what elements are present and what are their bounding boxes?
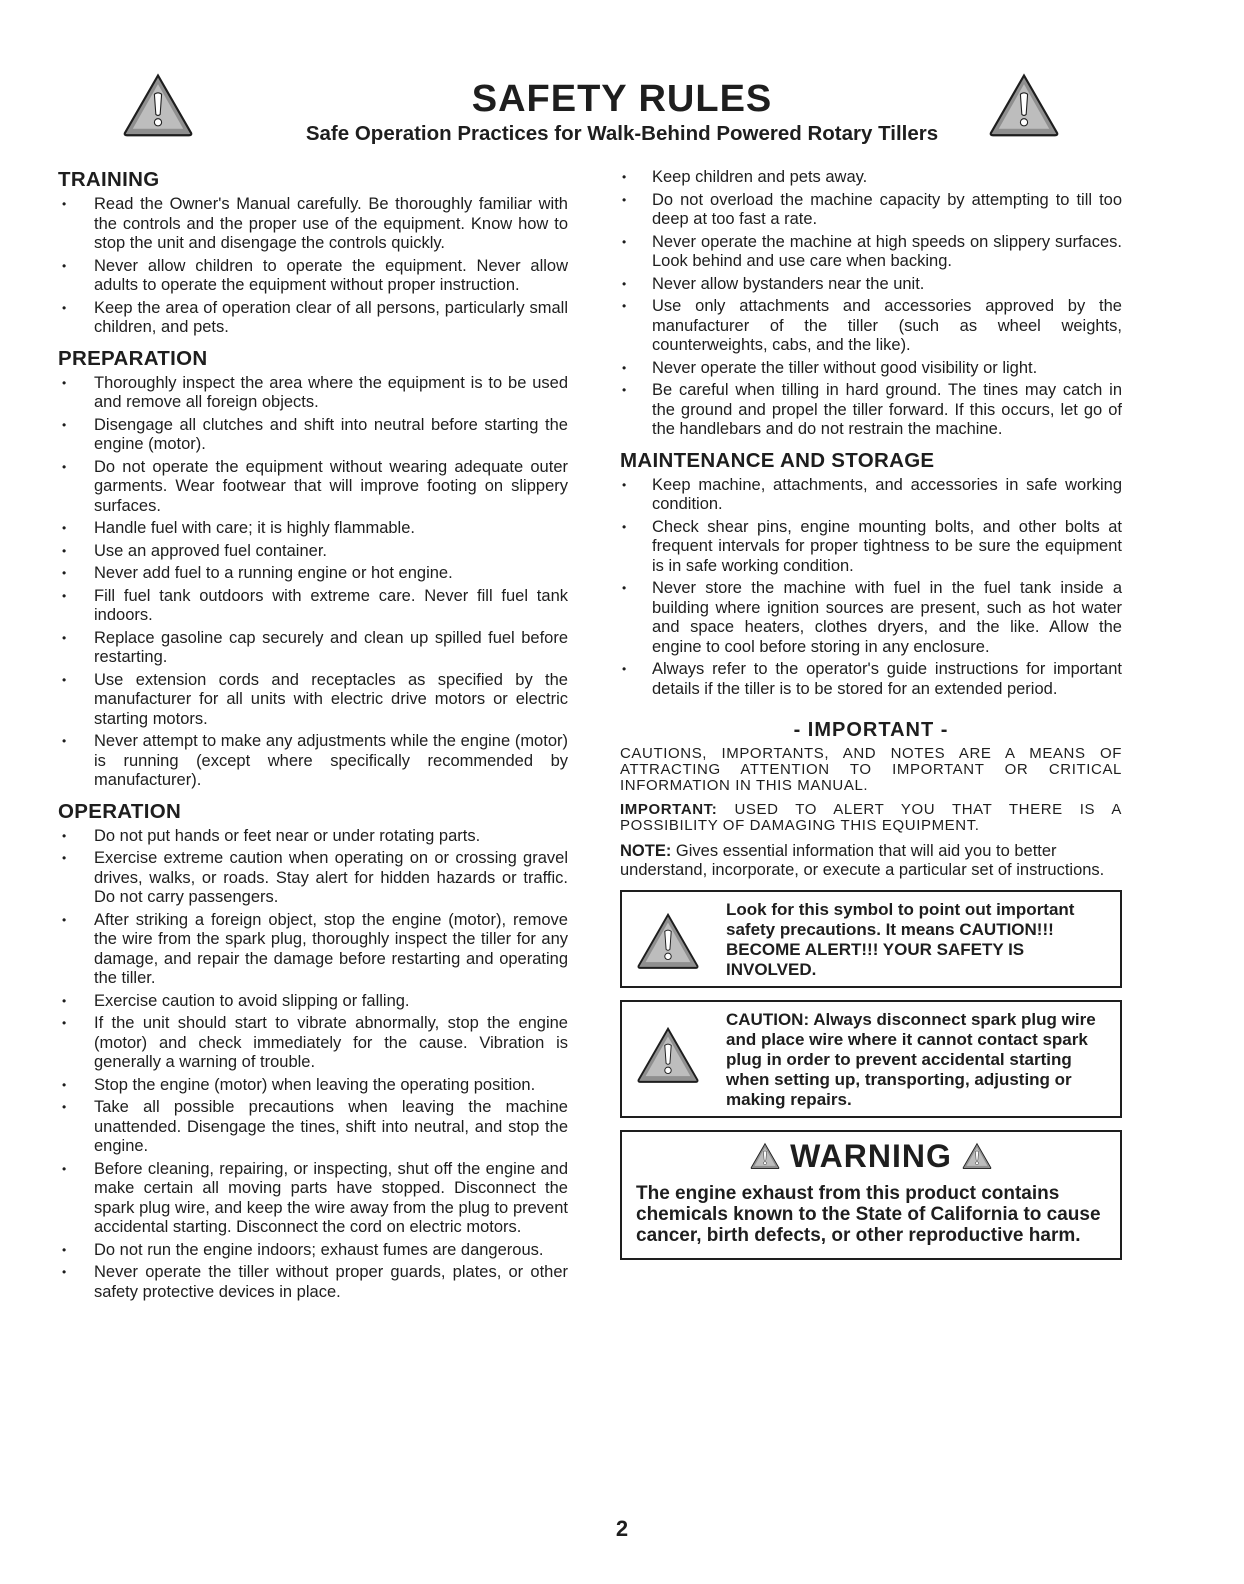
list-item: • Never operate the tiller without good visibility or light. [620,359,1122,379]
maintenance-list [620,476,1122,700]
list-item: • Do not operate the equipment without wearing adequate outer garments. Wear footwear that will improve footing on slippery surfaces. [58,458,568,517]
important-text: USED TO ALERT YOU THAT THERE IS A POSSIBILITY OF DAMAGING THIS EQUIPMENT. [620,801,1122,834]
list-item: • Never add fuel to a running engine or hot engine. [58,564,568,584]
list-item: • Never attempt to make any adjustments while the engine (motor) is running (except where specifically recommended by manufacturer). [58,732,568,791]
list-item: • Use extension cords and receptacles as specified by the manufacturer for all units with electric drive motors or electric starting motors. [58,671,568,730]
page-number: 2 [615,1516,629,1541]
list-item: • Never operate the tiller without proper guards, plates, or other safety protective devices in place. [58,1263,568,1302]
list-item: • Fill fuel tank outdoors with extreme care. Never fill fuel tank indoors. [58,587,568,626]
warning-text: The engine exhaust from this product contains chemicals known to the State of California to cause cancer, birth defects, or other reproductive harm. [636,1183,1101,1246]
page-subtitle: Safe Operation Practices for Walk-Behind Powered Rotary Tillers [305,122,939,145]
operation-list [58,827,568,1303]
right-column [620,168,1122,1260]
note-label: NOTE: [620,842,672,860]
list-item: • Never store the machine with fuel in the fuel tank inside a building where ignition sources are present, such as hot water and space heaters, clothes dryers, and the like. Allow the engine to cool before storing in any enclosure. [620,579,1122,657]
safety-alert-icon [636,912,700,970]
list-item: • Do not overload the machine capacity by attempting to till too deep at too fast a rate. [620,191,1122,230]
list-item: • Use only attachments and accessories approved by the manufacturer of the tiller (such as wheel weights, counterweights, cabs, and the like). [620,297,1122,356]
list-item: • Never allow children to operate the equipment. Never allow adults to operate the equipment without proper instruction. [58,257,568,296]
left-column [58,168,568,1311]
maintenance-heading: MAINTENANCE AND STORAGE [620,448,935,472]
safety-alert-icon [988,72,1060,138]
page-header [0,72,1244,162]
training-list [58,195,568,338]
list-item: • Always refer to the operator's guide instructions for important details if the tiller is to be stored for an extended period. [620,660,1122,699]
list-item: • Replace gasoline cap securely and clean up spilled fuel before restarting. [58,629,568,668]
safety-alert-icon [962,1142,992,1170]
page-title: SAFETY RULES [471,78,773,120]
caution-text: CAUTION: Always disconnect spark plug wire and place wire where it cannot contact spark plug in order to prevent accidental starting when setting up, transporting, adjusting or making repairs. [726,1010,1096,1109]
list-item: • Take all possible precautions when leaving the machine unattended. Disengage the tines, shift into neutral, and stop the engine. [58,1098,568,1157]
list-item: • Before cleaning, repairing, or inspecting, shut off the engine and make certain all moving parts have stopped. Disconnect the spark plug wire, and keep the wire away from the plug to prevent accidental starting. Disconnect the cord on electric motors. [58,1160,568,1238]
training-heading: TRAINING [58,168,160,191]
important-definition [620,802,1122,834]
important-label: IMPORTANT: [620,801,718,818]
list-item: • Be careful when tilling in hard ground. The tines may catch in the ground and propel the tiller forward. If this occurs, let go of the handlebars and do not restrain the machine. [620,381,1122,440]
list-item: • Exercise caution to avoid slipping or falling. [58,992,568,1012]
important-intro: CAUTIONS, IMPORTANTS, AND NOTES ARE A MEANS OF ATTRACTING ATTENTION TO IMPORTANT OR CRITICAL INFORMATION IN THIS MANUAL. [620,745,1122,794]
preparation-list [58,374,568,791]
list-item: • Do not put hands or feet near or under rotating parts. [58,827,568,847]
important-heading: - IMPORTANT - [793,719,949,741]
caution-box [620,1000,1122,1118]
note-text: Gives essential information that will aid you to better understand, incorporate, or execute a particular set of instructions. [620,842,1105,879]
list-item: • Never operate the machine at high speeds on slippery surfaces. Look behind and use care when backing. [620,233,1122,272]
list-item: • Never allow bystanders near the unit. [620,275,1122,295]
list-item: • Do not run the engine indoors; exhaust fumes are dangerous. [58,1241,568,1261]
safety-symbol-text: Look for this symbol to point out important safety precautions. It means CAUTION!!! BECOME ALERT!!! YOUR SAFETY IS INVOLVED. [726,900,1075,979]
list-item: • Exercise extreme caution when operating on or crossing gravel drives, walks, or roads. Stay alert for hidden hazards or traffic. Do not carry passengers. [58,849,568,908]
safety-alert-icon [750,1142,780,1170]
safety-alert-icon [636,1026,700,1084]
operation-heading: OPERATION [58,799,182,823]
list-item: • Handle fuel with care; it is highly flammable. [58,519,568,539]
list-item: • Keep the area of operation clear of all persons, particularly small children, and pets. [58,299,568,338]
warning-heading-row [636,1138,1106,1175]
note-definition [620,842,1122,880]
list-item: • Keep children and pets away. [620,168,1122,188]
list-item: • If the unit should start to vibrate abnormally, stop the engine (motor) and check immediately for the cause. Vibration is generally a warning of trouble. [58,1014,568,1073]
preparation-heading: PREPARATION [58,346,208,370]
list-item: • Keep machine, attachments, and accessories in safe working condition. [620,476,1122,515]
list-item: • Stop the engine (motor) when leaving the operating position. [58,1076,568,1096]
warning-heading: WARNING [790,1138,952,1174]
list-item: • Disengage all clutches and shift into neutral before starting the engine (motor). [58,416,568,455]
safety-symbol-box [620,890,1122,988]
list-item: • After striking a foreign object, stop the engine (motor), remove the wire from the spark plug, thoroughly inspect the tiller for any damage, and repair the damage before restarting and operating the tiller. [58,911,568,989]
warning-box [620,1130,1122,1260]
list-item: • Check shear pins, engine mounting bolts, and other bolts at frequent intervals for proper tightness to be sure the equipment is in safe working condition. [620,518,1122,577]
operation-continued-list [620,168,1122,440]
list-item: • Read the Owner's Manual carefully. Be thoroughly familiar with the controls and the proper use of the equipment. Know how to stop the unit and disengage the controls quickly. [58,195,568,254]
list-item: • Use an approved fuel container. [58,542,568,562]
list-item: • Thoroughly inspect the area where the equipment is to be used and remove all foreign objects. [58,374,568,413]
